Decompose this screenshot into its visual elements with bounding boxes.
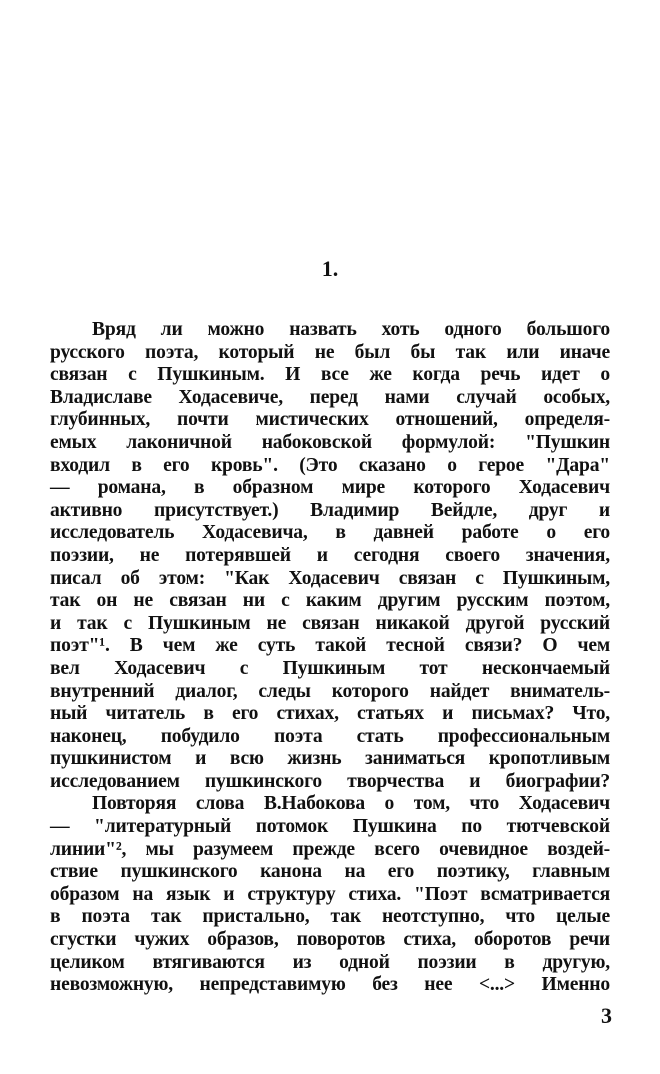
page-number: 3	[601, 1003, 612, 1028]
text-line: так он не связан ни с каким другим русским поэтом,	[50, 590, 610, 612]
text-line: линии"², мы разумеем прежде всего очевидное воздей-	[50, 838, 610, 860]
text-line: внутренний диалог, следы которого найдет вниматель-	[50, 680, 610, 702]
text-line: — "литературный потомок Пушкина по тютчевской	[50, 816, 610, 838]
text-line: входил в его кровь". (Это сказано о герое "Дара"	[50, 454, 610, 476]
text-line: вел Ходасевич с Пушкиным тот нескончаемый	[50, 657, 610, 679]
text-line: и так с Пушкиным не связан никакой другой русский	[50, 612, 610, 634]
text-line: поэт"¹. В чем же суть такой тесной связи? О чем	[50, 635, 610, 657]
text-line: активно присутствует.) Владимир Вейдле, друг и	[50, 499, 610, 521]
text-line: наконец, побудило поэта стать профессиональным	[50, 725, 610, 747]
text-line: глубинных, почти мистических отношений, определя-	[50, 409, 610, 431]
text-line: Владиславе Ходасевиче, перед нами случай особых,	[50, 386, 610, 408]
text-line: емых лаконичной набоковской формулой: "Пушкин	[50, 431, 610, 453]
text-line: русского поэта, который не был бы так или иначе	[50, 341, 610, 363]
text-line: ный читатель в его стихах, статьях и письмах? Что,	[50, 703, 610, 725]
text-line: Вряд ли можно назвать хоть одного большого	[92, 319, 610, 340]
text-line: в поэта так пристально, так неотступно, что целые	[50, 906, 610, 928]
text-line: исследователь Ходасевича, в давней работе о его	[50, 522, 610, 544]
text-line: невозможную, непредставимую без нее <...> Именно	[50, 974, 610, 996]
text-line: — романа, в образном мире которого Ходасевич	[50, 477, 610, 499]
text-line: пушкинистом и всю жизнь заниматься кропотливым	[50, 748, 610, 770]
text-line: писал об этом: "Как Ходасевич связан с Пушкиным,	[50, 567, 610, 589]
text-line: исследованием пушкинского творчества и биографии?	[50, 770, 610, 792]
text-line: целиком втягиваются из одной поэзии в другую,	[50, 951, 610, 973]
text-line: поэзии, не потерявшей и сегодня своего значения,	[50, 544, 610, 566]
section-number: 1.	[321, 256, 339, 281]
text-line: сгустки чужих образов, поворотов стиха, оборотов речи	[50, 929, 610, 951]
body-text	[50, 319, 610, 997]
text-line: связан с Пушкиным. И все же когда речь идет о	[50, 364, 610, 386]
text-line: Повторяя слова В.Набокова о том, что Ходасевич	[92, 793, 610, 815]
text-line: ствие пушкинского канона на его поэтику, главным	[50, 861, 610, 883]
text-line: образом на язык и структуру стиха. "Поэт всматривается	[50, 883, 610, 905]
